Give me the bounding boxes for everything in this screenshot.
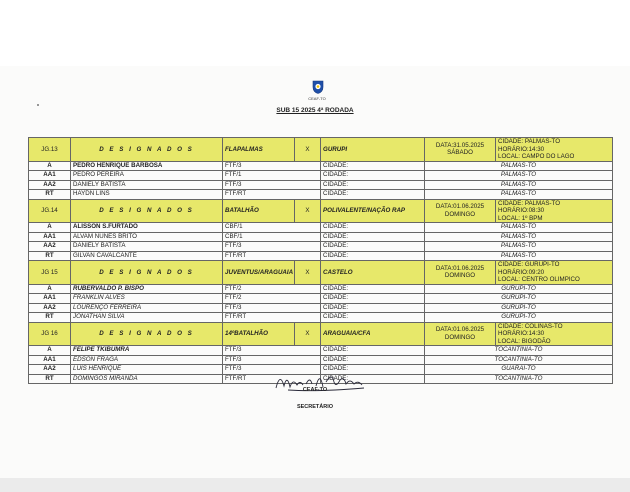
official-role: AA2 xyxy=(29,242,71,252)
match-weekday: SÁBADO xyxy=(447,149,473,157)
official-name: FELIPE TKIBUMRA xyxy=(71,346,223,356)
official-row xyxy=(29,251,613,261)
city-label: CIDADE: xyxy=(321,294,425,304)
official-role: AA2 xyxy=(29,303,71,313)
official-category: FTF/3 xyxy=(223,355,321,365)
official-category: FTF/RT xyxy=(223,251,321,261)
official-name: GILVAN CAVALCANTE xyxy=(71,251,223,261)
scan-shadow xyxy=(0,478,630,492)
official-category: FTF/2 xyxy=(223,294,321,304)
official-category: FTF/3 xyxy=(223,365,321,375)
official-role: AA2 xyxy=(29,365,71,375)
game-header-row xyxy=(29,322,613,346)
official-name: PEDRO PEREIRA xyxy=(71,171,223,181)
official-name: RUBERVALDO P. BISPO xyxy=(71,284,223,294)
match-date xyxy=(425,138,496,162)
match-weekday: DOMINGO xyxy=(444,272,476,280)
official-row xyxy=(29,355,613,365)
official-city: GURUPI-TO xyxy=(425,294,613,304)
official-category: FTF/RT xyxy=(223,190,321,200)
cbf-crest-icon xyxy=(311,80,325,94)
signature-org: CEAF-TO xyxy=(302,387,328,393)
match-date-value: DATA:01.06.2025 xyxy=(435,326,485,334)
official-name: EDSON FRAGA xyxy=(71,355,223,365)
official-city: PALMAS-TO xyxy=(425,190,613,200)
city-label: CIDADE: xyxy=(321,346,425,356)
match-weekday: DOMINGO xyxy=(444,333,476,341)
official-city: TOCANTINIA-TO xyxy=(425,374,613,384)
designados-label: D E S I G N A D O S xyxy=(71,322,223,346)
home-team: BATALHÃO xyxy=(223,199,295,223)
match-info-line: LOCAL: CENTRO OLIMPICO xyxy=(498,276,580,283)
official-category: FTF/3 xyxy=(223,180,321,190)
city-label: CIDADE: xyxy=(321,303,425,313)
match-weekday: DOMINGO xyxy=(444,210,476,218)
official-category: CBF/1 xyxy=(223,232,321,242)
game-header-row xyxy=(29,261,613,285)
game-number: JG 15 xyxy=(29,261,71,285)
official-city: GURUPI-TO xyxy=(425,284,613,294)
versus-mark: X xyxy=(295,199,321,223)
match-info-line: HORÁRIO:08:30 xyxy=(498,207,545,214)
official-name: PEDRO HENRIQUE BARBOSA xyxy=(71,161,223,171)
official-name: LUIS HENRIQUE xyxy=(71,365,223,375)
official-role: AA2 xyxy=(29,180,71,190)
official-category: CBF/1 xyxy=(223,223,321,233)
home-team: JUVENTUS/ARAGUAIA xyxy=(223,261,295,285)
official-category: FTF/3 xyxy=(223,242,321,252)
city-label: CIDADE: xyxy=(321,251,425,261)
city-label: CIDADE: xyxy=(321,190,425,200)
versus-mark: X xyxy=(295,261,321,285)
official-row xyxy=(29,242,613,252)
official-city: PALMAS-TO xyxy=(425,180,613,190)
official-role: A xyxy=(29,284,71,294)
versus-mark: X xyxy=(295,322,321,346)
official-role: AA1 xyxy=(29,294,71,304)
official-role: RT xyxy=(29,374,71,384)
match-info-line: CIDADE: COLINAS-TO xyxy=(498,322,563,330)
match-info-line: CIDADE: PALMAS-TO xyxy=(498,138,561,145)
official-row xyxy=(29,303,613,313)
official-row xyxy=(29,284,613,294)
official-name: DANIELY BATISTA xyxy=(71,180,223,190)
official-row xyxy=(29,180,613,190)
official-role: RT xyxy=(29,251,71,261)
official-city: TOCANTINIA-TO xyxy=(425,355,613,365)
official-row xyxy=(29,161,613,171)
official-row xyxy=(29,346,613,356)
match-info xyxy=(496,199,613,223)
versus-mark: X xyxy=(295,138,321,162)
official-row xyxy=(29,313,613,323)
official-category: FTF/RT xyxy=(223,374,321,384)
official-name: LOURENÇO FERREIRA xyxy=(71,303,223,313)
official-role: A xyxy=(29,161,71,171)
official-row xyxy=(29,190,613,200)
city-label: CIDADE: xyxy=(321,223,425,233)
match-info-line: HORÁRIO:14:30 xyxy=(498,145,545,153)
official-role: RT xyxy=(29,190,71,200)
official-category: FTF/2 xyxy=(223,284,321,294)
official-city: PALMAS-TO xyxy=(425,161,613,171)
official-city: GURUPI-TO xyxy=(425,313,613,323)
designados-label: D E S I G N A D O S xyxy=(71,138,223,162)
match-info-line: CIDADE: GURUPI-TO xyxy=(498,261,560,268)
official-category: FTF/3 xyxy=(223,303,321,313)
official-role: A xyxy=(29,223,71,233)
away-team: POLIVALENTE/NAÇÃO RAP xyxy=(321,199,425,223)
match-date-value: DATA:01.06.2025 xyxy=(435,264,485,272)
game-number: JG.13 xyxy=(29,138,71,162)
official-city: PALMAS-TO xyxy=(425,171,613,181)
away-team: GURUPI xyxy=(321,138,425,162)
match-info-line: HORÁRIO:14:30 xyxy=(498,330,545,337)
official-city: PALMAS-TO xyxy=(425,223,613,233)
official-category: FTF/1 xyxy=(223,171,321,181)
match-date-value: DATA:31.05.2025 xyxy=(435,141,485,149)
official-city: TOCANTINIA-TO xyxy=(425,346,613,356)
city-label: CIDADE: xyxy=(321,313,425,323)
official-name: DOMINGOS MIRANDA xyxy=(71,374,223,384)
match-date-value: DATA:01.06.2025 xyxy=(435,203,485,211)
home-team: 14ºBATALHÃO xyxy=(223,322,295,346)
away-team: CASTELO xyxy=(321,261,425,285)
official-city: PALMAS-TO xyxy=(425,232,613,242)
official-name: JONATHAN SILVA xyxy=(71,313,223,323)
official-role: RT xyxy=(29,313,71,323)
city-label: CIDADE: xyxy=(321,374,425,384)
away-team: ARAGUAIA/CFA xyxy=(321,322,425,346)
match-info-line: CIDADE: PALMAS-TO xyxy=(498,199,561,207)
scan-speck xyxy=(37,104,39,106)
official-role: AA1 xyxy=(29,171,71,181)
game-number: JG 16 xyxy=(29,322,71,346)
city-label: CIDADE: xyxy=(321,355,425,365)
designados-label: D E S I G N A D O S xyxy=(71,199,223,223)
official-role: AA1 xyxy=(29,232,71,242)
game-header-row xyxy=(29,138,613,162)
official-city: PALMAS-TO xyxy=(425,251,613,261)
official-row xyxy=(29,232,613,242)
match-info xyxy=(496,138,613,162)
match-info-line: LOCAL: 1º BPM xyxy=(498,214,543,222)
official-name: HAYDN LINS xyxy=(71,190,223,200)
schedule-table xyxy=(28,137,613,384)
city-label: CIDADE: xyxy=(321,365,425,375)
game-header-row xyxy=(29,199,613,223)
official-role: A xyxy=(29,346,71,356)
city-label: CIDADE: xyxy=(321,242,425,252)
match-info-line: HORÁRIO:09:20 xyxy=(498,268,545,276)
match-date xyxy=(425,199,496,223)
official-row xyxy=(29,171,613,181)
city-label: CIDADE: xyxy=(321,171,425,181)
official-city: GURUPI-TO xyxy=(425,303,613,313)
city-label: CIDADE: xyxy=(321,284,425,294)
match-date xyxy=(425,322,496,346)
official-name: FRANKLIN ALVES xyxy=(71,294,223,304)
logo-caption: CEAF-TO xyxy=(308,96,326,101)
home-team: FLAPALMAS xyxy=(223,138,295,162)
official-row xyxy=(29,294,613,304)
city-label: CIDADE: xyxy=(321,161,425,171)
official-name: ALVAM NUNES BRITO xyxy=(71,232,223,242)
page-title: SUB 15 2025 4ª RODADA xyxy=(276,107,354,114)
match-info-line: LOCAL: BIGODÃO xyxy=(498,337,551,345)
signature-role: SECRETÁRIO xyxy=(296,404,334,410)
official-city: PALMAS-TO xyxy=(425,242,613,252)
match-info-line: LOCAL: CAMPO DO LAGO xyxy=(498,153,575,160)
official-name: DANIELY BATISTA xyxy=(71,242,223,252)
official-row xyxy=(29,223,613,233)
match-date xyxy=(425,261,496,285)
official-category: FTF/3 xyxy=(223,346,321,356)
city-label: CIDADE: xyxy=(321,232,425,242)
game-number: JG.14 xyxy=(29,199,71,223)
official-role: AA1 xyxy=(29,355,71,365)
match-info xyxy=(496,322,613,346)
match-info xyxy=(496,261,613,285)
official-category: FTF/RT xyxy=(223,313,321,323)
designados-label: D E S I G N A D O S xyxy=(71,261,223,285)
official-category: FTF/3 xyxy=(223,161,321,171)
official-city: GUARAI-TO xyxy=(425,365,613,375)
city-label: CIDADE: xyxy=(321,180,425,190)
official-name: ALISSON S.FURTADO xyxy=(71,223,223,233)
